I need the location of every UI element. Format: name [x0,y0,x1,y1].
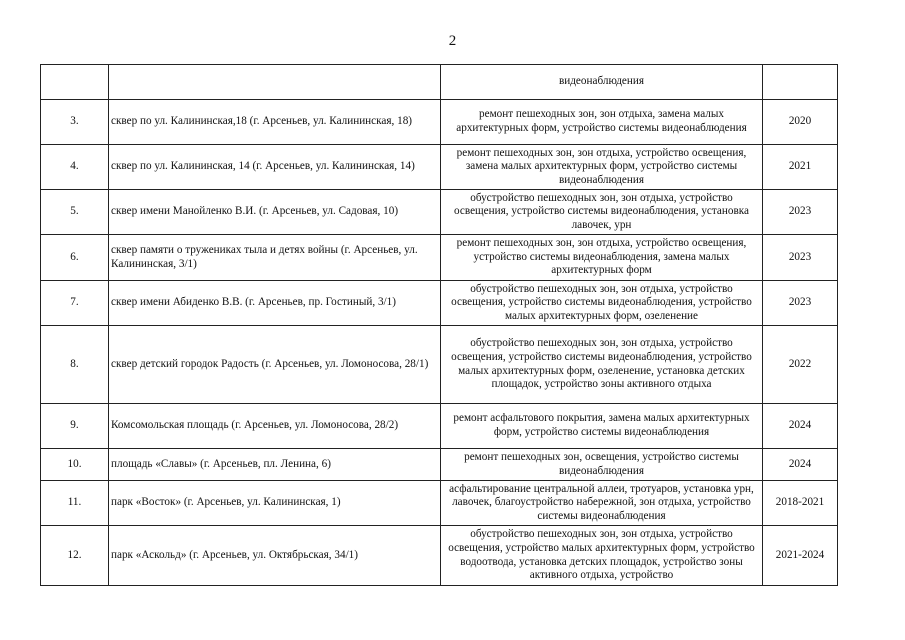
cell-year: 2020 [763,100,838,145]
cell-place: сквер памяти о тружениках тыла и детях войны (г. Арсеньев, ул. Калининская, 3/1) [109,235,441,281]
cell-year: 2021-2024 [763,526,838,586]
works-table [40,64,838,586]
table-row [41,281,838,326]
cell-num [41,65,109,100]
cell-num: 4. [41,145,109,190]
cell-year: 2018-2021 [763,481,838,526]
table-row [41,100,838,145]
cell-year: 2023 [763,190,838,235]
cell-work: обустройство пешеходных зон, зон отдыха, устройство освещения, устройство системы видеонаблюдения, устройство малых архитектурных форм, озеленение, установка детских площадок, устройство зоны активного отдыха [441,326,763,404]
cell-work: ремонт асфальтового покрытия, замена малых архитектурных форм, устройство системы видеонаблюдения [441,404,763,449]
cell-place: сквер имени Абиденко В.В. (г. Арсеньев, пр. Гостиный, 3/1) [109,281,441,326]
table-row [41,235,838,281]
cell-work: асфальтирование центральной аллеи, тротуаров, установка урн, лавочек, благоустройство набережной, зон отдыха, устройство системы видеонаблюдения [441,481,763,526]
table-row [41,326,838,404]
cell-place: сквер детский городок Радость (г. Арсеньев, ул. Ломоносова, 28/1) [109,326,441,404]
table-row [41,404,838,449]
cell-work: обустройство пешеходных зон, зон отдыха, устройство освещения, устройство системы видеонаблюдения, устройство малых архитектурных форм, озеленение [441,281,763,326]
cell-place [109,65,441,100]
cell-work: ремонт пешеходных зон, зон отдыха, устройство освещения, замена малых архитектурных форм, устройство системы видеонаблюдения [441,145,763,190]
cell-num: 7. [41,281,109,326]
cell-year: 2024 [763,449,838,481]
table-row-continuation [41,65,838,100]
cell-work: ремонт пешеходных зон, зон отдыха, устройство освещения, устройство системы видеонаблюдения, замена малых архитектурных форм [441,235,763,281]
cell-num: 5. [41,190,109,235]
cell-place: сквер имени Манойленко В.И. (г. Арсеньев, ул. Садовая, 10) [109,190,441,235]
cell-place: сквер по ул. Калининская,18 (г. Арсеньев, ул. Калининская, 18) [109,100,441,145]
table-row [41,449,838,481]
cell-num: 12. [41,526,109,586]
cell-year: 2021 [763,145,838,190]
table-row [41,145,838,190]
table-row [41,190,838,235]
cell-num: 3. [41,100,109,145]
cell-place: парк «Аскольд» (г. Арсеньев, ул. Октябрьская, 34/1) [109,526,441,586]
cell-work: ремонт пешеходных зон, освещения, устройство системы видеонаблюдения [441,449,763,481]
cell-work: обустройство пешеходных зон, зон отдыха, устройство освещения, устройство малых архитектурных форм, устройство водоотвода, установка детских площадок, устройство зоны активного отдыха, устройство [441,526,763,586]
cell-num: 11. [41,481,109,526]
cell-work: ремонт пешеходных зон, зон отдыха, замена малых архитектурных форм, устройство системы видеонаблюдения [441,100,763,145]
cell-place: парк «Восток» (г. Арсеньев, ул. Калининская, 1) [109,481,441,526]
cell-place: сквер по ул. Калининская, 14 (г. Арсеньев, ул. Калининская, 14) [109,145,441,190]
table-row [41,481,838,526]
cell-year: 2023 [763,235,838,281]
cell-num: 10. [41,449,109,481]
cell-year: 2024 [763,404,838,449]
page-number: 2 [448,33,457,49]
cell-num: 9. [41,404,109,449]
cell-year [763,65,838,100]
cell-year: 2023 [763,281,838,326]
cell-work: видеонаблюдения [441,65,763,100]
cell-work: обустройство пешеходных зон, зон отдыха, устройство освещения, устройство системы видеонаблюдения, установка лавочек, урн [441,190,763,235]
cell-place: площадь «Славы» (г. Арсеньев, пл. Ленина, 6) [109,449,441,481]
cell-place: Комсомольская площадь (г. Арсеньев, ул. Ломоносова, 28/2) [109,404,441,449]
table-row [41,526,838,586]
cell-year: 2022 [763,326,838,404]
cell-num: 6. [41,235,109,281]
cell-num: 8. [41,326,109,404]
